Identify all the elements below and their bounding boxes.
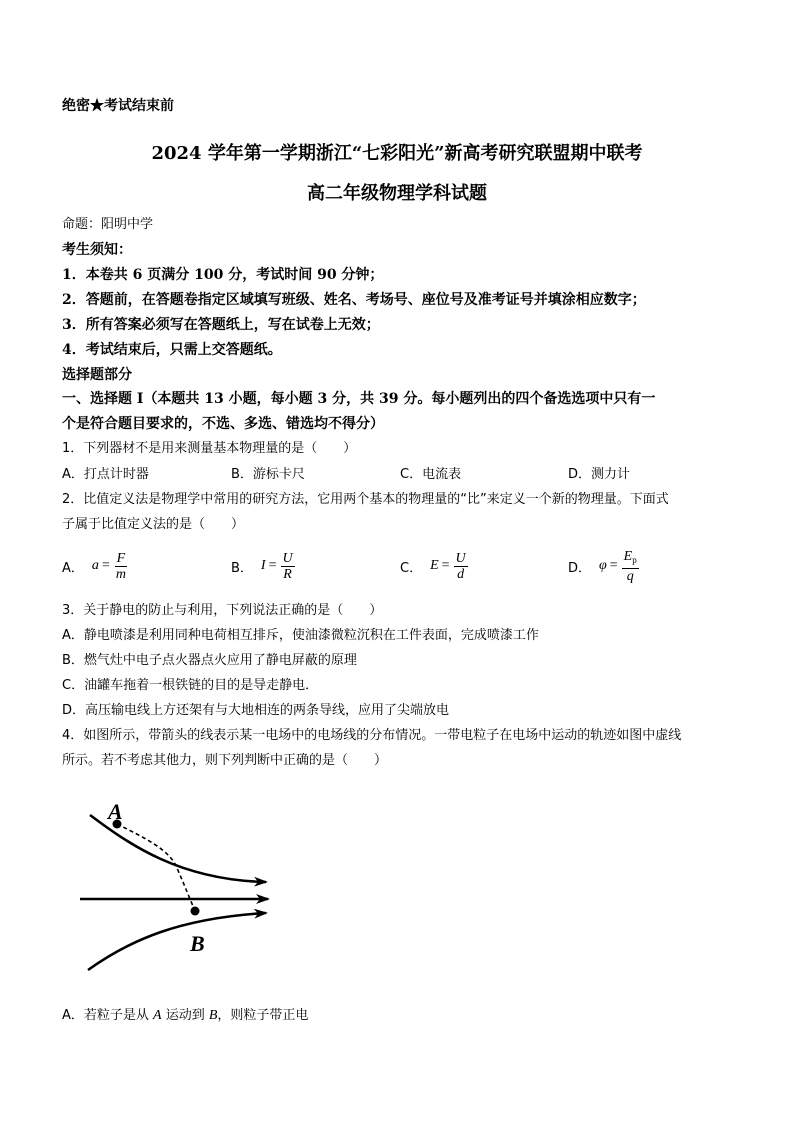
equals-sign: = bbox=[101, 558, 110, 573]
numerator-subscript: p bbox=[632, 554, 637, 565]
q2-option-a bbox=[62, 546, 128, 586]
electric-field-figure bbox=[70, 790, 290, 985]
q1-option-b: B．游标卡尺 bbox=[231, 467, 305, 482]
option-label: C． bbox=[400, 560, 423, 576]
exam-subtitle: 高二年级物理学科试题 bbox=[307, 183, 487, 204]
q1-option-c: C．电流表 bbox=[400, 467, 462, 482]
numerator-main: E bbox=[623, 548, 633, 564]
q3-option-d: D．高压输电线上方还架有与大地相连的两条导线，应用了尖端放电 bbox=[62, 703, 450, 718]
question-2-stem: 2．比值定义法是物理学中常用的研究方法，它用两个基本的物理量的“比”来定义一个新的物理量。下面式 bbox=[62, 492, 669, 507]
confidential-mark: 绝密★考试结束前 bbox=[62, 98, 174, 114]
point-a-label: A bbox=[108, 799, 123, 824]
notice-item: 1．本卷共 6 页满分 100 分，考试时间 90 分钟； bbox=[62, 267, 384, 283]
question-4-stem-cont: 所示。若不考虑其他力，则下列判断中正确的是（ ） bbox=[62, 753, 388, 768]
part1-instructions: 一、选择题 I（本题共 13 小题，每小题 3 分，共 39 分。每小题列出的四个备选选项中只有一 bbox=[62, 391, 656, 407]
question-1-stem: 1．下列器材不是用来测量基本物理量的是（ ） bbox=[62, 441, 357, 456]
exam-title: 2024 学年第一学期浙江“七彩阳光”新高考研究联盟期中联考 bbox=[151, 143, 643, 164]
q4-option-a bbox=[62, 1007, 308, 1024]
section-label: 选择题部分 bbox=[62, 367, 132, 383]
formula-lhs: E bbox=[430, 558, 439, 573]
notice-item: 4．考试结束后，只需上交答题纸。 bbox=[62, 342, 282, 358]
option-label: B． bbox=[231, 560, 253, 576]
numerator: F bbox=[116, 550, 126, 566]
fraction bbox=[454, 551, 468, 582]
point-b-label: B bbox=[190, 931, 205, 956]
q3-option-c: C．油罐车拖着一根铁链的目的是导走静电． bbox=[62, 678, 319, 693]
option-label: D． bbox=[568, 560, 592, 576]
formula-lhs: I bbox=[260, 558, 266, 573]
notice-item: 3．所有答案必须写在答题纸上，写在试卷上无效； bbox=[62, 317, 380, 333]
q1-option-d: D．测力计 bbox=[568, 467, 631, 482]
option-label: A． bbox=[62, 560, 84, 576]
fraction bbox=[281, 551, 295, 582]
q4-option-a-point-b: B bbox=[208, 1008, 218, 1023]
fraction bbox=[622, 549, 639, 584]
q4-option-a-point-a: A bbox=[153, 1008, 162, 1023]
field-line-lower bbox=[88, 913, 266, 970]
q2-option-d bbox=[568, 546, 639, 586]
denominator: R bbox=[283, 566, 292, 582]
formula-lhs: φ bbox=[599, 558, 607, 573]
q1-option-a: A．打点计时器 bbox=[62, 467, 149, 482]
denominator: m bbox=[115, 566, 126, 582]
q4-option-a-suffix: ，则粒子带正电 bbox=[217, 1008, 309, 1023]
q4-option-a-prefix: A．若粒子是从 bbox=[62, 1008, 154, 1023]
question-4-stem: 4．如图所示，带箭头的线表示某一电场中的电场线的分布情况。一带电粒子在电场中运动的轨迹如图中虚线 bbox=[62, 728, 682, 743]
fraction bbox=[114, 551, 128, 582]
notice-heading: 考生须知： bbox=[62, 242, 132, 258]
equals-sign: = bbox=[268, 558, 277, 573]
numerator: U bbox=[455, 550, 466, 566]
point-b bbox=[191, 907, 200, 916]
numerator bbox=[622, 549, 639, 569]
q2-option-b bbox=[231, 546, 295, 586]
denominator: q bbox=[626, 568, 634, 584]
numerator: U bbox=[282, 550, 293, 566]
q3-option-b: B．燃气灶中电子点火器点火应用了静电屏蔽的原理 bbox=[62, 653, 357, 668]
question-2-stem-cont: 子属于比值定义法的是（ ） bbox=[62, 517, 245, 532]
denominator: d bbox=[457, 566, 465, 582]
question-3-stem: 3．关于静电的防止与利用，下列说法正确的是（ ） bbox=[62, 603, 383, 618]
equals-sign: = bbox=[441, 558, 450, 573]
notice-item: 2．答题前，在答题卷指定区域填写班级、姓名、考场号、座位号及准考证号并填涂相应数字； bbox=[62, 292, 646, 308]
part1-instructions-cont: 个是符合题目要求的，不选、多选、错选均不得分） bbox=[62, 416, 384, 432]
q3-option-a: A．静电喷漆是利用同种电荷相互排斥，使油漆微粒沉积在工件表面，完成喷漆工作 bbox=[62, 628, 539, 643]
q4-option-a-mid: 运动到 bbox=[161, 1008, 209, 1023]
equals-sign: = bbox=[609, 558, 618, 573]
formula-lhs: a bbox=[91, 558, 99, 573]
q2-option-c bbox=[400, 546, 468, 586]
author-line: 命题：阳明中学 bbox=[62, 217, 154, 232]
